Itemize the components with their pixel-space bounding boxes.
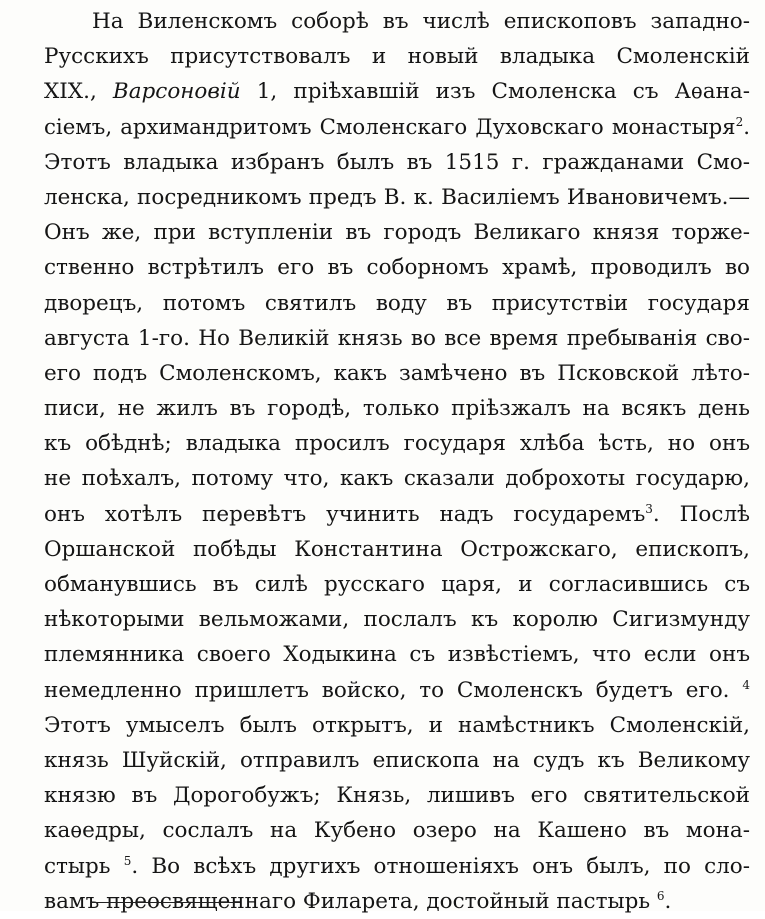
- body-text: [44, 4, 750, 919]
- text-line: [44, 74, 750, 109]
- text-line: дворецъ, потомъ святилъ воду въ присутствіи государя: [44, 290, 750, 316]
- text-line: Этотъ умыселъ былъ открытъ, и намѣстникъ Смоленскій,: [44, 712, 750, 738]
- text-line: [44, 673, 750, 708]
- text-line: князь Шуйскій, отправилъ епископа на судъ къ Великому: [44, 747, 750, 773]
- text-line: На Виленскомъ соборѣ въ числѣ епископовъ западно-: [92, 9, 750, 34]
- text-line: князю въ Дорогобужъ; Князь, лишивъ его святительской: [44, 783, 750, 809]
- italic-name: Варсоновій: [112, 79, 241, 105]
- text-segment: онъ хотѣлъ перевѣтъ учинить надъ государемъ: [44, 501, 646, 527]
- text-line: [44, 110, 750, 145]
- footnote-marker: 5: [123, 853, 132, 868]
- text-segment: XIX.,: [44, 79, 113, 105]
- text-segment: .: [743, 114, 750, 140]
- text-segment: сіемъ, архимандритомъ Смоленскаго Духовскаго монастыря: [44, 114, 736, 140]
- text-line: писи, не жилъ въ городѣ, только пріѣзжалъ на всякъ день: [44, 396, 750, 422]
- footnote-marker: 4: [742, 677, 750, 692]
- footnote-marker: 2: [735, 114, 744, 129]
- text-segment: .: [664, 888, 672, 914]
- text-segment: вамъ преосвященнаго Филарета, достойный пастырь: [44, 888, 657, 914]
- text-line: Онъ же, при вступленіи въ городъ Великаго князя торже-: [44, 220, 750, 246]
- text-line: ленска, посредникомъ предъ В. к. Василіемъ Ивановичемъ.—: [44, 184, 750, 210]
- text-segment: . Во всѣхъ другихъ отношеніяхъ онъ былъ, по сло-: [131, 853, 750, 879]
- text-line: обманувшись въ силѣ русскаго царя, и согласившись съ: [44, 572, 750, 597]
- footnote-separator: [90, 902, 240, 903]
- text-line: племянника своего Ходыкина съ извѣстіемъ, что если онъ: [44, 642, 750, 668]
- text-line: Этотъ владыка избранъ былъ въ 1515 г. гражданами Смо-: [44, 149, 750, 175]
- text-segment: 1, пріѣхавшій изъ Смоленска съ Аѳана-: [240, 79, 751, 105]
- text-line: Русскихъ присутствовалъ и новый владыка Смоленскій: [44, 44, 750, 70]
- text-line: не поѣхалъ, потому что, какъ сказали доброхоты государю,: [44, 466, 750, 492]
- text-segment: стырь: [44, 853, 124, 879]
- text-line: его подъ Смоленскомъ, какъ замѣчено въ Псковской лѣто-: [44, 360, 750, 386]
- text-line: нѣкоторыми вельможами, послалъ къ королю Сигизмунду: [44, 607, 750, 633]
- text-line: [44, 497, 750, 532]
- text-segment: . Послѣ: [652, 501, 750, 527]
- text-line: [44, 849, 750, 884]
- text-line: каѳедры, сослалъ на Кубено озеро на Кашено въ мона-: [44, 818, 750, 844]
- text-line: августа 1-го. Но Великій князь во все время пребыванія сво-: [44, 325, 750, 351]
- text-line: къ обѣднѣ; владыка просилъ государя хлѣба ѣсть, но онъ: [44, 431, 750, 457]
- text-line: Оршанской побѣды Константина Острожскаго, епископъ,: [44, 536, 750, 562]
- footnote-marker: 3: [645, 501, 653, 516]
- text-segment: немедленно пришлетъ войско, то Смоленскъ будетъ его.: [44, 677, 743, 703]
- footnote-marker: 6: [656, 888, 665, 903]
- text-line: ственно встрѣтилъ его въ соборномъ храмѣ, проводилъ во: [44, 255, 750, 281]
